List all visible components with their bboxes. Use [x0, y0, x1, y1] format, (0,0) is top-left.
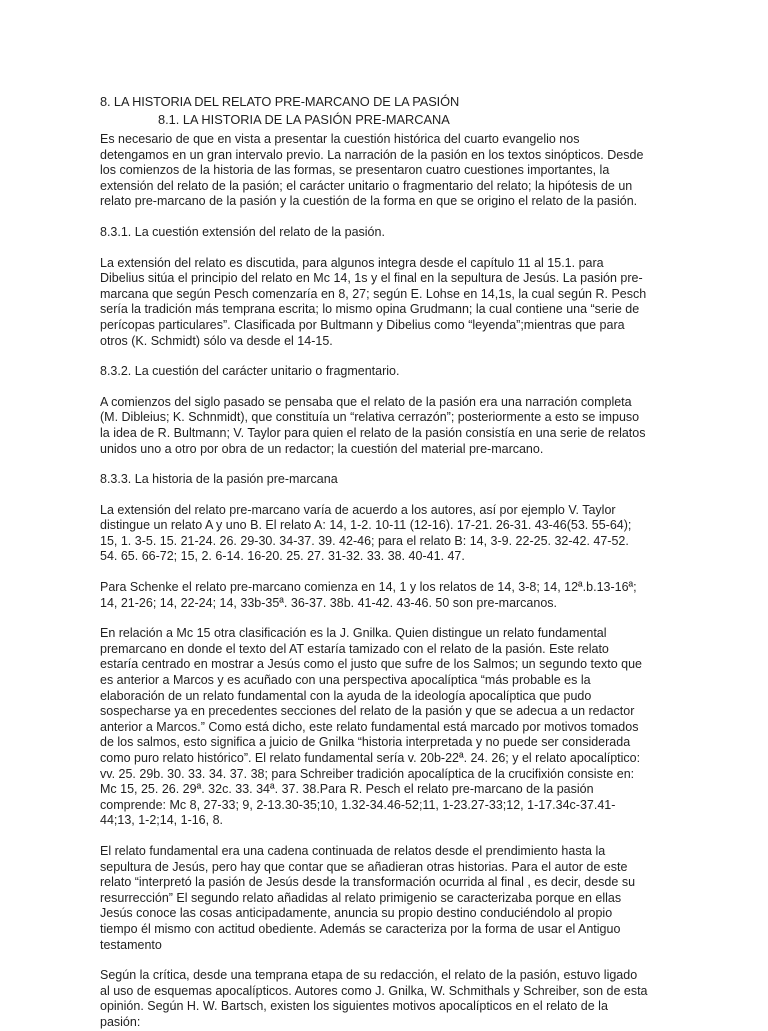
paragraph-schenke: Para Schenke el relato pre-marcano comienza en 14, 1 y los relatos de 14, 3-8; 14, 12ª.b.13-16ª; 14, 21-26; 14, 22-24; 14, 33b-35ª. 36-37. 38b. 41-42. 43-46. 50 son pre-marcanos.	[100, 580, 637, 610]
paragraph-gnilka: En relación a Mc 15 otra clasificación es la J. Gnilka. Quien distingue un relato fundamental premarcano en donde el texto del AT estaría tamizado con el relato de la pasión. Este relato estaría centrado en mostrar a Jesús como el justo que sufre de los Salmos; un segundo texto que es anterior a Marcos y es acuñado con una perspectiva apocalíptica “más probable es la elaboración de un relato fundamental con la ayuda de la ideología apocalíptica que pudo sospecharse ya en precedentes secciones del relato de la pasión y que se adecua a un redactor anterior a Marcos.” Como está dicho, este relato fundamental está marcado por motivos tomados de los salmos, esto significa a juicio de Gnilka “historia interpretada y no puede ser considerada como puro relato histórico”. El relato fundamental sería v. 20b-22ª. 24. 26; y el relato apocalíptico: vv. 25. 29b. 30. 33. 34. 37. 38; para Schreiber tradición apocalíptica de la crucifixión consiste en: Mc 15, 25. 26. 29ª. 32c. 33. 34ª. 37. 38.Para R. Pesch el relato pre-marcano de la pasión comprende: Mc 8, 27-33; 9, 2-13.30-35;10, 1.32-34.46-52;11, 1-23.27-33;12, 1-17.34c-37.41-44;13, 1-2;14, 1-16, 8.	[100, 626, 642, 828]
paragraph-unitary: A comienzos del siglo pasado se pensaba que el relato de la pasión era una narración completa (M. Dibleius; K. Schnmidt), que constituía un “relativa cerrazón”; posteriormente a esto se impuso la idea de R. Bultmann; V. Taylor para quien el relato de la pasión consistía en una serie de relatos unidos uno a otro por obra de un redactor; la cuestión del material pre-marcano.	[100, 394, 646, 456]
heading-8-3-1: 8.3.1. La cuestión extensión del relato de la pasión.	[100, 224, 385, 239]
section-title: 8. LA HISTORIA DEL RELATO PRE-MARCANO DE LA PASIÓN	[100, 94, 460, 109]
paragraph-fundamental: El relato fundamental era una cadena continuada de relatos desde el prendimiento hasta la sepultura de Jesús, pero hay que contar que se añadieran otras historias. Para el autor de este relato “interpretó la pasión de Jesús desde la transformación ocurrida al final , es decir, desde su resurrección” El segundo relato añadidas al relato primigenio se caracterizaba porque en ellas Jesús conoce las cosas anticipadamente, anuncia su propio destino conduciéndolo al propio tiempo él mismo con actitud obediente. Además se caracteriza por la forma de usar el Antiguo testamento	[100, 843, 636, 952]
heading-8-3-3: 8.3.3. La historia de la pasión pre-marcana	[100, 472, 338, 487]
intro-paragraph: Es necesario de que en vista a presentar la cuestión histórica del cuarto evangelio nos detengamos en un gran intervalo previo. La narración de la pasión en los textos sinópticos. Desde los comienzos de la historia de las formas, se presentaron cuatro cuestiones importantes, la extensión del relato de la pasión; el carácter unitario o fragmentario del relato; la hipótesis de un relato pre-marcano de la pasión y la cuestión de la forma en que se origino el relato de la pasión.	[100, 132, 644, 209]
heading-8-3-2: 8.3.2. La cuestión del carácter unitario o fragmentario.	[100, 364, 400, 379]
paragraph-critica: Según la crítica, desde una temprana etapa de su redacción, el relato de la pasión, estuvo ligado al uso de esquemas apocalípticos. Autores como J. Gnilka, W. Schmithals y Schreiber, son de esta opinión. Según H. W. Bartsch, existen los siguientes motivos apocalípticos en el relato de la pasión:	[100, 968, 648, 1029]
paragraph-taylor: La extensión del relato pre-marcano varía de acuerdo a los autores, así por ejemplo V. Taylor distingue un relato A y uno B. El relato A: 14, 1-2. 10-11 (12-16). 17-21. 26-31. 43-46(53. 55-64); 15, 1. 3-5. 15. 21-24. 26. 29-30. 34-37. 39. 42-46; para el relato B: 14, 3-9. 22-25. 32-42. 47-52. 54. 65. 66-72; 15, 2. 6-14. 16-20. 25. 27. 31-32. 33. 38. 40-41. 47.	[100, 502, 632, 564]
paragraph-extension: La extensión del relato es discutida, para algunos integra desde el capítulo 11 al 15.1. para Dibelius sitúa el principio del relato en Mc 14, 1s y el final en la sepultura de Jesús. La pasión pre-marcana que según Pesch comenzaría en 8, 27; según E. Lohse en 14,1s, la cual según R. Pesch sería la tradición más temprana escrita; lo mismo opina Grudmann; la cual contiene una “serie de perícopas particulares”. Clasificada por Bultmann y Dibelius como “leyenda”;mientras que para otros (K. Schmidt) sólo va desde el 14-15.	[100, 255, 647, 348]
subsection-title: 8.1. LA HISTORIA DE LA PASIÓN PRE-MARCANA	[158, 112, 450, 127]
